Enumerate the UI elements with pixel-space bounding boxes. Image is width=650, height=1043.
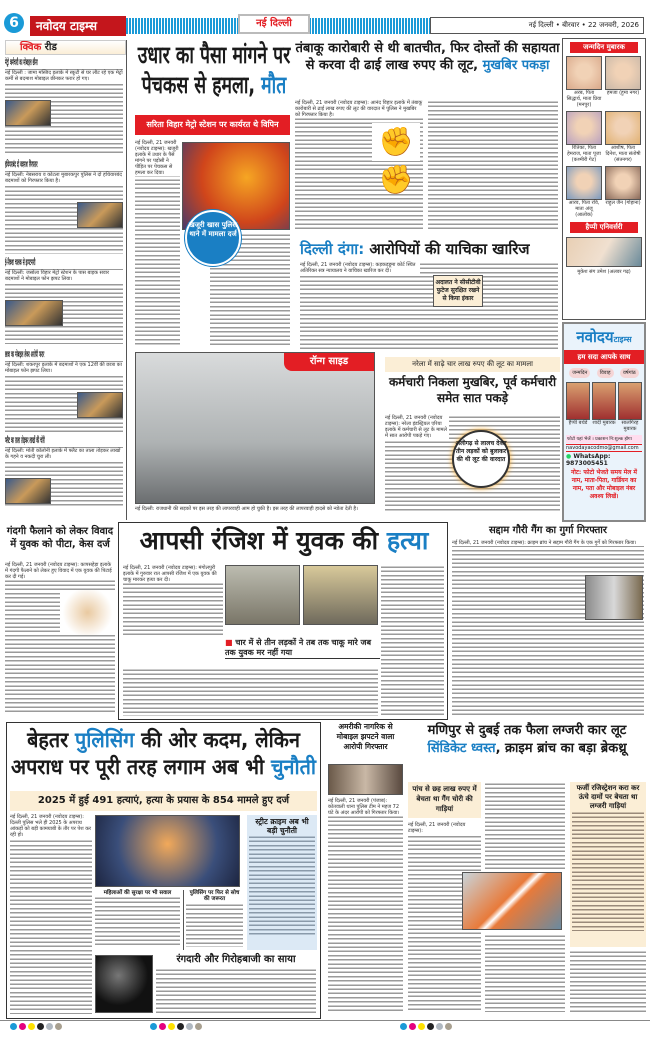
riots-box: अदालत ने सीसीटीवी फुटेज सुरक्षित रखने से किया इंकार	[433, 275, 483, 307]
navodaya-ad	[562, 322, 646, 522]
quick-read-photo	[5, 478, 51, 504]
narela-kicker: नरेला में साढ़े चार लाख रुपए की लूट का मामला	[385, 357, 560, 372]
print-registration-marks	[0, 1020, 650, 1028]
birthday-photo	[605, 111, 641, 145]
arrest-photo	[585, 575, 643, 620]
ad-tab: विवाह	[597, 368, 614, 378]
ad-tab: वर्षगांठ	[620, 368, 639, 378]
birthday-person	[605, 111, 641, 163]
registration-dot	[409, 1023, 416, 1030]
tobacco-body: नई दिल्ली, 21 जनवरी (नवोदय टाइम्स): आनंद विहार इलाके में तंबाकू कारोबारी से ढाई लाख रुपए की लूट की वारदात में पुलिस ने मुखबिर को गिरफ्तार किया है।	[295, 100, 423, 230]
quick-read-photo	[5, 100, 51, 126]
police-station-badge: खजूरी खास पुलिस थाने में मामला दर्ज	[185, 210, 241, 266]
phone-silhouette-photo	[95, 955, 153, 1013]
riots-headline: दिल्ली दंगा: आरोपियों की याचिका खारिज	[300, 240, 530, 258]
quick-read-body: नई दिल्ली: नेबसराय व कोटला मुबारकपुर पुलिस ने दो हथियारबंद बदमाशों को गिरफ्तार किया है।	[5, 172, 123, 254]
birthday-person	[605, 166, 641, 218]
fight-illustration	[60, 590, 115, 635]
birthday-person	[566, 56, 602, 108]
fake-registration-sidebar	[570, 782, 646, 947]
masthead-brand: नवोदय टाइम्स	[30, 16, 126, 36]
saddam-headline: सद्दाम गौरी गैंग का गुर्गा गिरफ्तार	[489, 525, 607, 536]
birthday-photo	[605, 166, 641, 200]
extortion-title: रंगदारी और गिरोहबाजी का साया	[176, 954, 296, 965]
ad-photo: हैप्पी बर्थडे	[566, 382, 590, 432]
murder-pull-quote: ■ चार में से तीन लड़कों ने तब तक चाकू मारे जब तक युवक मर नहीं गया	[225, 638, 380, 659]
murder-body: नई दिल्ली, 21 जनवरी (नवोदय टाइम्स): मंगोलपुरी इलाके में गुरुवार रात आपसी रंजिश में एक युवक की चाकू मारकर हत्या कर दी।	[123, 565, 223, 637]
ad-photo: सालगिरह मुबारक	[618, 382, 642, 432]
fake-registration-title: फर्जी रजिस्ट्रेशन करा कर ऊंचे दामों पर बेचता था लग्जरी गाड़ियां	[576, 784, 640, 810]
quick-read-photo	[5, 300, 63, 326]
quick-read-body: नई दिल्ली: शकरपुर इलाके में बदमाशों ने एक 12वीं की छात्रा का मोबाइल फोन झपट लिया।	[5, 362, 123, 432]
registration-dot	[436, 1023, 443, 1030]
wrong-side-label: रॉन्ग साइड	[284, 353, 374, 371]
quick-read-title: हथियारबंद दो बदमाश गिरफ्तार	[5, 160, 123, 172]
quick-read-title: मेट्रो कर्मचारी का मोबाइल छीना	[5, 58, 123, 70]
american-headline: अमरीकी नागरिक से मोबाइल झपटने वाला आरोपी गिरफ्तार	[336, 722, 395, 751]
cctv-photo-2	[303, 565, 378, 625]
anniversary-label: हैप्पी एनिवर्सरी	[570, 222, 638, 233]
birthday-caption: हमजा (हुमा नगर)	[606, 90, 640, 96]
quick-read-photo	[77, 202, 123, 228]
birthday-photo	[566, 56, 602, 90]
quick-label: क्विक	[20, 42, 42, 53]
policing-sub: 2025 में हुई 491 हत्याएं, हत्या के प्रयास के 854 मामले हुए दर्ज	[10, 791, 317, 811]
dirt-headline: गंदगी फैलाने को लेकर विवाद में युवक को पीटा, केस दर्ज	[6, 526, 114, 550]
tobacco-body-2	[428, 100, 558, 230]
registration-dot	[400, 1023, 407, 1030]
ad-tab: जन्मदिन	[569, 368, 590, 378]
wrong-side-photo	[135, 352, 375, 504]
car-thief-illustration	[462, 872, 562, 930]
greetings-box	[562, 38, 646, 320]
manipur-body-3	[485, 934, 565, 1012]
registration-dot	[177, 1023, 184, 1030]
ad-photo-prompt: फोटो यहां भेजें । प्रकाशन नि:शुल्क होगा	[566, 435, 642, 443]
birthday-label: जन्मदिन मुबारक	[570, 42, 638, 53]
manipur-body: नई दिल्ली, 21 जनवरी (नवोदय टाइम्स):	[408, 822, 481, 1012]
date-box: नई दिल्ली • बीरवार • 22 जनवरी, 2026	[430, 17, 644, 34]
american-body: नई दिल्ली, 21 जनवरी (पंजाब): कोतवाली थाना पुलिस टीम ने महज 72 घंटे के अंदर आरोपी को गिरफ्तार किया।	[328, 798, 403, 1013]
registration-dot	[418, 1023, 425, 1030]
lead-strap: सरिता विहार मेट्रो स्टेशन पर कार्यरत थे विपिन	[135, 115, 290, 135]
murder-body-2	[381, 565, 444, 715]
bullet-icon: ■	[225, 638, 233, 647]
page-number: 6	[4, 13, 24, 33]
birthday-caption: राहुल जैन (गोहाना)	[605, 200, 641, 206]
dirt-body: नई दिल्ली, 21 जनवरी (नवोदय टाइम्स): कापसहेड़ा इलाके में गंदगी फैलाने को लेकर हुए विवाद में एक युवक की पिटाई कर दी गई।	[5, 562, 115, 712]
quick-read-body: नई दिल्ली: जसोला विहार मेट्रो स्टेशन के पास बाइक सवार बदमाशों ने मोबाइल फोन झपट लिया।	[5, 270, 123, 344]
wrong-side-caption: नई दिल्ली: राजधानी की सड़कों पर इस तरह की लापरवाही आम हो चुकी है। इस तरह की लापरवाही हादसे को न्योता देती है।	[135, 506, 358, 512]
quick-read-item	[5, 58, 123, 156]
narela-badge: अलीगढ़ से लालच देकर तीन लड़कों को बुलाकर की थी लूट की वारदात	[452, 430, 510, 488]
city-tab: नई दिल्ली	[238, 14, 310, 34]
birthday-photo	[566, 166, 602, 200]
birthday-caption: अरब, पिता सिद्धार्थ, माता प्रिया (मनपुर)	[566, 90, 602, 108]
birthday-photo	[566, 111, 602, 145]
quick-read-body: नई दिल्ली : जामा मस्जिद इलाके में स्कूटी से घर लौट रहे एक मेट्रो कर्मी से बदमाश मोबाइल छीनकर फरार हो गए।	[5, 70, 123, 154]
birthday-photo	[605, 56, 641, 90]
registration-dot	[159, 1023, 166, 1030]
quick-read-item	[5, 436, 123, 508]
birthday-caption: आरव, पिता रवि, माता अंजू (आलोक)	[568, 200, 600, 218]
quick-read-body: नई दिल्ली: मोती कॉलोनी इलाके में फ्लैट का ताला तोड़कर लाखों के गहने व नकदी चुरा ली।	[5, 448, 123, 506]
extortion-body	[156, 968, 316, 1013]
birthday-person	[605, 56, 641, 108]
quick-read-title: छात्रा का मोबाइल लेकर आरोपी फरार	[5, 350, 123, 362]
registration-dot	[427, 1023, 434, 1030]
registration-dot	[55, 1023, 62, 1030]
birthday-person	[566, 111, 602, 163]
murder-headline: आपसी रंजिश में युवक की हत्या	[139, 526, 429, 555]
ad-email[interactable]: navodayacodmo@gmail.com	[566, 444, 642, 452]
lead-body: नई दिल्ली, 21 जनवरी (नवोदय टाइम्स): खजूरी इलाके में उधार के पैसे मांगने पर पड़ोसी ने पीड़ित पर पेचकस से हमला कर दिया।	[135, 140, 180, 347]
registration-dot	[150, 1023, 157, 1030]
anniversary-photo	[566, 237, 642, 267]
street-crime-title: स्ट्रीट क्राइम अब भी बड़ी चुनौती	[255, 817, 309, 835]
anniversary-caption: मुकेश संग उमेश (अलवर गढ़)	[577, 269, 631, 275]
read-label: रीड	[44, 42, 57, 53]
manipur-box: पांच से छह लाख रुपए में बेचता था गैंग चोरी की गाड़ियां	[408, 782, 481, 818]
quick-read-item	[5, 258, 123, 346]
manipur-body-4	[570, 950, 646, 1012]
registration-dot	[195, 1023, 202, 1030]
registration-dot	[37, 1023, 44, 1030]
policing-headline: बेहतर पुलिसिंग की ओर कदम, लेकिन अपराध पर पूरी तरह लगाम अब भी चुनौती	[11, 728, 316, 779]
birthday-caption: रितिका, पिता हेमराज, माता पूजा (कश्मीरी गेट)	[567, 145, 601, 163]
birthday-caption: आशीष, पिता दिनेश, माता संतोषी (संतनगर)	[605, 145, 641, 163]
registration-dot	[46, 1023, 53, 1030]
tobacco-headline: तंबाकू कारोबारी से थी बातचीत, फिर दोस्तों की सहायता से करवा दी ढाई लाख रुपए की लूट, मुखबिर पकड़ा	[295, 41, 560, 73]
saddam-body: नई दिल्ली, 21 जनवरी (नवोदय टाइम्स): क्राइम ब्रांच ने सद्दाम गौरी गैंग के एक गुर्गे को गिरफ्तार किया।	[452, 540, 644, 715]
handcuffs-icon: ✊✊	[372, 123, 420, 161]
registration-dot	[445, 1023, 452, 1030]
women-safety	[95, 890, 180, 950]
street-crime-sidebar	[247, 815, 317, 950]
quick-read-header	[5, 40, 126, 55]
birthday-person	[566, 166, 602, 218]
registration-dot	[186, 1023, 193, 1030]
registration-dot	[28, 1023, 35, 1030]
quick-read-photo	[77, 392, 123, 418]
manipur-headline: मणिपुर से दुबई तक फैला लग्जरी कार लूट सिंडिकेट ध्वस्त, क्राइम ब्रांच का बड़ा ब्रेकथ्रू	[427, 723, 627, 756]
quick-read-title: फ्लैट का ताला तोड़कर लाखों की चोरी	[5, 436, 123, 448]
policing-body: नई दिल्ली, 21 जनवरी (नवोदय टाइम्स): दिल्ली पुलिस भले ही 2025 के अपराध आंकड़ों को बड़ी कामयाबी के तौर पर पेश कर रही हो।	[10, 814, 92, 1014]
quick-read-title: ई-रिक्शा चालक से झपटमारी	[5, 258, 123, 270]
ad-slogan: हम सदा आपके साथ	[564, 350, 644, 364]
registration-dot	[10, 1023, 17, 1030]
ad-note: नोट: फोटो भेजते समय मेल में नाम, माता-पिता, गार्डियन का नाम, पता और मोबाइल नंबर अवश्य लिखें।	[571, 469, 637, 500]
american-photo	[328, 764, 403, 795]
riots-body: नई दिल्ली, 21 जनवरी (नवोदय टाइम्स): कड़कड़डूमा कोर्ट स्थित अतिरिक्त सत्र न्यायालय ने याचिका खारिज कर दी।	[300, 262, 558, 350]
cctv-photo-1	[225, 565, 300, 625]
rethink-title: पुलिसिंग पर फिर से सोच की जरूरत	[189, 890, 240, 903]
narela-headline: कर्मचारी निकला मुखबिर, पूर्व कर्मचारी समेत सात पकड़े	[388, 375, 557, 405]
lead-headline: उधार का पैसा मांगने पर पेचकस से हमला, मौत	[137, 41, 291, 99]
ad-brand: नवोदयटाइम्स	[576, 328, 632, 346]
ad-whatsapp[interactable]: ● WhatsApp: 9873005451	[566, 453, 611, 467]
masthead	[0, 10, 650, 40]
murder-body-3	[123, 668, 378, 716]
rethink-policing	[183, 890, 243, 950]
ad-photo: शादी मुबारक	[592, 382, 616, 432]
quick-read-item	[5, 350, 123, 434]
quick-read-item	[5, 160, 123, 256]
narela-body: नई दिल्ली, 21 जनवरी (नवोदय टाइम्स): नरेला इंडस्ट्रियल एरिया इलाके में कर्मचारी से लूट के मामले में सात आरोपी पकड़े गए।	[385, 415, 560, 512]
women-safety-title: महिलाओं की सुरक्षा पर भी सवाल	[103, 890, 172, 896]
registration-dot	[168, 1023, 175, 1030]
police-illustration	[95, 815, 240, 887]
whatsapp-icon: ●	[566, 453, 572, 460]
manipur-body-2	[485, 782, 565, 870]
registration-dot	[19, 1023, 26, 1030]
